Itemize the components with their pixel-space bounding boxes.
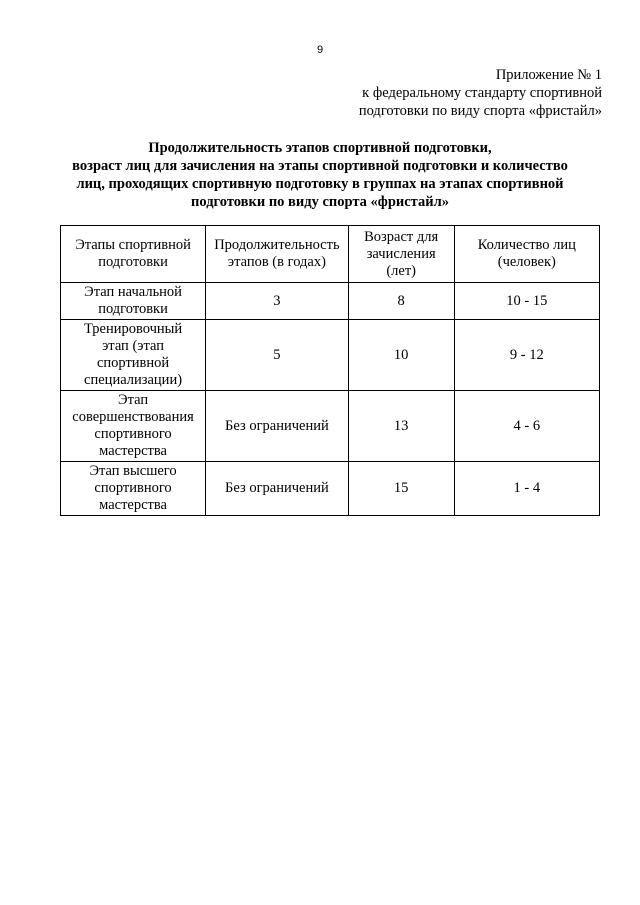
cell-age: 8 [348, 283, 454, 320]
appendix-line-1: Приложение № 1 [495, 67, 602, 83]
appendix-note [359, 66, 602, 120]
cell-duration: Без ограничений [206, 462, 349, 516]
cell-stage: Тренировочный этап (этап спортивной специализации) [61, 320, 206, 391]
table-row [61, 283, 600, 320]
cell-count: 1 - 4 [454, 462, 599, 516]
cell-age: 15 [348, 462, 454, 516]
heading-line-2: возраст лиц для зачисления на этапы спортивной подготовки и количество [72, 158, 568, 174]
heading-line-1: Продолжительность этапов спортивной подготовки, [148, 140, 492, 156]
cell-count: 4 - 6 [454, 391, 599, 462]
cell-age: 10 [348, 320, 454, 391]
cell-stage: Этап начальной подготовки [61, 283, 206, 320]
table-row [61, 320, 600, 391]
cell-stage: Этап совершенствования спортивного мастерства [61, 391, 206, 462]
table-row [61, 391, 600, 462]
appendix-line-3: подготовки по виду спорта «фристайл» [358, 103, 602, 119]
cell-duration: Без ограничений [206, 391, 349, 462]
table-row [61, 462, 600, 516]
training-stages-table [60, 225, 600, 516]
header-count: Количество лиц (человек) [454, 226, 599, 283]
heading-line-3: лиц, проходящих спортивную подготовку в группах на этапах спортивной [76, 176, 564, 192]
cell-count: 9 - 12 [454, 320, 599, 391]
document-heading [48, 139, 592, 211]
table-header-row [61, 226, 600, 283]
cell-count: 10 - 15 [454, 283, 599, 320]
page-number: 9 [316, 44, 324, 56]
header-duration: Продолжительность этапов (в годах) [206, 226, 349, 283]
heading-line-4: подготовки по виду спорта «фристайл» [191, 194, 449, 210]
cell-age: 13 [348, 391, 454, 462]
header-age: Возраст для зачисления (лет) [348, 226, 454, 283]
header-stage: Этапы спортивной подготовки [61, 226, 206, 283]
cell-duration: 3 [206, 283, 349, 320]
cell-duration: 5 [206, 320, 349, 391]
appendix-line-2: к федеральному стандарту спортивной [362, 85, 602, 101]
cell-stage: Этап высшего спортивного мастерства [61, 462, 206, 516]
